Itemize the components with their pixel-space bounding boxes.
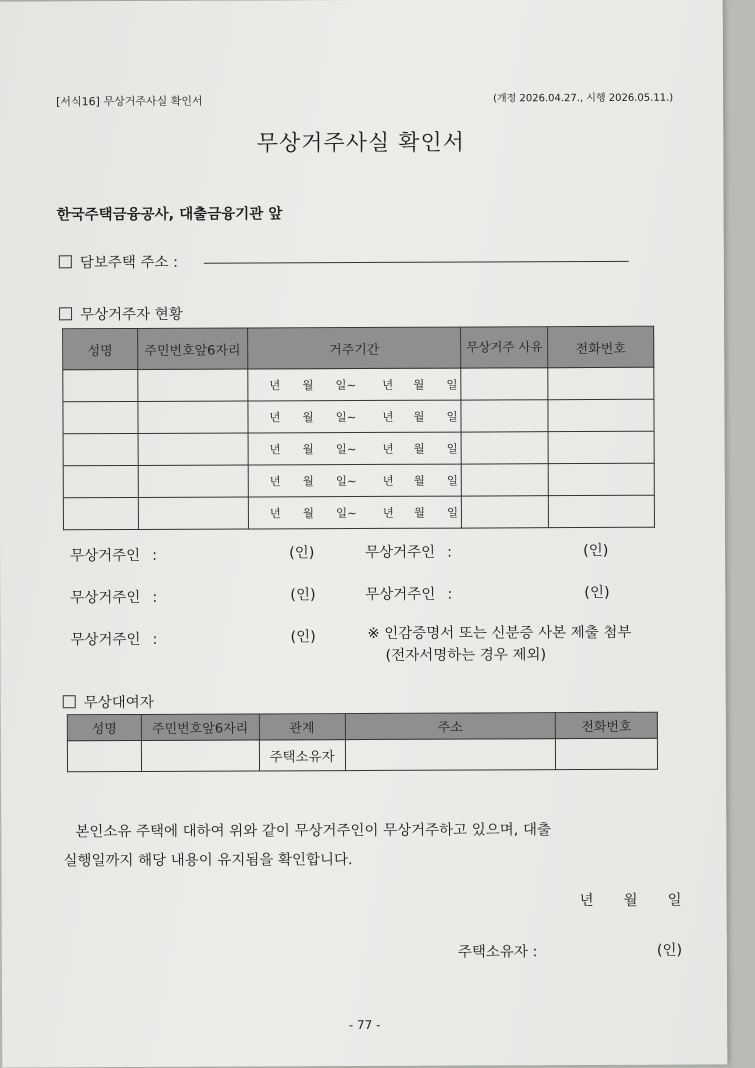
checkbox-icon [59, 307, 72, 320]
column-header: 성명 [67, 714, 141, 740]
resident-signature-2: 무상거주인 : [365, 544, 453, 561]
period-unit: 월 [302, 505, 315, 520]
table-cell [548, 431, 654, 463]
period-unit: 년 [269, 409, 281, 424]
table-cell [548, 495, 654, 527]
table-cell [138, 369, 248, 401]
checkbox-icon [63, 695, 76, 708]
column-header: 무상거주 사유 [461, 327, 548, 368]
period-unit: 일~ [335, 377, 357, 392]
residents-section-label: 무상거주자 현황 [80, 306, 183, 324]
table-cell [138, 465, 248, 497]
resident-signature-5: 무상거주인 : [70, 631, 158, 649]
period-unit: 일 [446, 473, 458, 488]
table-row [63, 463, 654, 498]
column-header: 거주기간 [247, 327, 461, 369]
table-row [63, 399, 654, 434]
resident-signature-1: 무상거주인 : [70, 547, 158, 565]
residence-period-cell [247, 368, 461, 401]
period-unit: 년 [269, 505, 281, 520]
period-unit: 년 [382, 505, 394, 520]
period-unit: 일~ [335, 473, 357, 488]
table-cell [63, 401, 138, 433]
table-row [63, 367, 654, 402]
residence-period-cell [248, 496, 462, 529]
lender-table [67, 712, 658, 773]
collateral-address-section [59, 251, 178, 273]
period-unit: 일~ [335, 441, 357, 456]
residence-period-cell [248, 400, 462, 433]
column-header: 전화번호 [548, 326, 654, 367]
seal-mark: (인) [583, 542, 609, 560]
table-cell [548, 399, 654, 431]
table-cell [67, 740, 141, 771]
seal-mark: (인) [290, 629, 316, 646]
table-cell [548, 367, 654, 399]
column-header: 전화번호 [555, 712, 657, 738]
table-header-row [67, 712, 657, 741]
period-unit: 년 [269, 473, 281, 488]
relation-cell: 주택소유자 [259, 740, 345, 771]
attachment-note [367, 622, 631, 667]
table-cell [461, 432, 548, 464]
table-cell [63, 433, 138, 465]
confirmation-text [63, 816, 663, 877]
table-cell [462, 496, 549, 528]
period-unit: 년 [382, 473, 394, 488]
table-cell [141, 740, 259, 772]
revision-info: (개정 2026.04.27., 시행 2026.05.11.) [493, 92, 674, 105]
table-cell [138, 497, 248, 529]
residents-section [59, 303, 183, 325]
checkbox-icon [59, 255, 72, 268]
table-cell [138, 433, 248, 465]
resident-signature-3: 무상거주인 : [70, 589, 158, 607]
table-row [67, 738, 657, 772]
table-cell [345, 739, 556, 771]
period-unit: 일 [446, 409, 458, 424]
period-unit: 일~ [335, 409, 357, 424]
table-row [63, 431, 654, 466]
owner-seal-mark: (인) [656, 942, 683, 959]
period-unit: 월 [302, 377, 314, 392]
residents-table [62, 326, 655, 531]
table-cell [462, 464, 549, 496]
table-cell [63, 465, 138, 497]
seal-mark: (인) [289, 545, 315, 562]
column-header: 주민번호앞6자리 [137, 328, 247, 369]
residence-period-cell [248, 432, 462, 465]
table-cell [63, 369, 138, 401]
lender-section [63, 691, 154, 712]
period-unit: 월 [413, 473, 425, 488]
addressee: 한국주택금융공사, 대출금융기관 앞 [56, 206, 283, 224]
table-header-row [63, 326, 654, 370]
owner-signature-label: 주택소유자 : [457, 944, 538, 961]
attachment-note-line2: (전자서명하는 경우 제외) [385, 647, 547, 664]
period-unit: 년 [269, 441, 281, 456]
period-unit: 년 [382, 377, 394, 392]
period-unit: 월 [413, 377, 425, 392]
table-cell [63, 497, 138, 529]
confirmation-line1: 본인소유 주택에 대하여 위와 같이 무상거주인이 무상거주하고 있으며, 대출 [75, 822, 552, 841]
period-unit: 일~ [335, 505, 357, 520]
form-id: [서식16] 무상거주사실 확인서 [56, 94, 203, 109]
period-unit: 년 [382, 409, 394, 424]
confirmation-line2: 실행일까지 해당 내용이 유지됨을 확인합니다. [63, 852, 353, 870]
address-fill-line [204, 261, 629, 264]
residence-period-cell [248, 464, 462, 497]
period-unit: 년 [382, 441, 394, 456]
period-unit: 일 [446, 441, 458, 456]
seal-mark: (인) [290, 587, 316, 604]
table-cell [548, 463, 654, 495]
period-unit: 월 [413, 505, 425, 520]
column-header: 주소 [345, 713, 556, 740]
period-unit: 월 [413, 409, 425, 424]
date-line: 년 월 일 [579, 892, 682, 910]
period-unit: 일 [446, 505, 459, 520]
period-unit: 월 [413, 441, 425, 456]
table-cell [556, 738, 658, 769]
seal-mark: (인) [584, 584, 610, 602]
table-cell [461, 368, 548, 400]
collateral-address-label: 담보주택 주소 : [79, 254, 179, 272]
resident-signature-4: 무상거주인 : [365, 586, 453, 603]
document-title: 무상거주사실 확인서 [256, 130, 465, 157]
table-row [63, 495, 654, 530]
period-unit: 일 [446, 377, 458, 392]
period-unit: 년 [269, 377, 281, 392]
table-cell [138, 401, 248, 433]
period-unit: 월 [302, 441, 314, 456]
period-unit: 월 [302, 409, 314, 424]
table-cell [461, 400, 548, 432]
column-header: 관계 [259, 714, 345, 740]
period-unit: 월 [302, 473, 314, 488]
column-header: 주민번호앞6자리 [141, 714, 259, 741]
lender-section-label: 무상대여자 [83, 694, 154, 712]
attachment-note-line1: ※ 인감증명서 또는 신분증 사본 제출 첨부 [367, 624, 632, 642]
column-header: 성명 [63, 328, 138, 369]
page-number: - 77 - [348, 1017, 381, 1033]
